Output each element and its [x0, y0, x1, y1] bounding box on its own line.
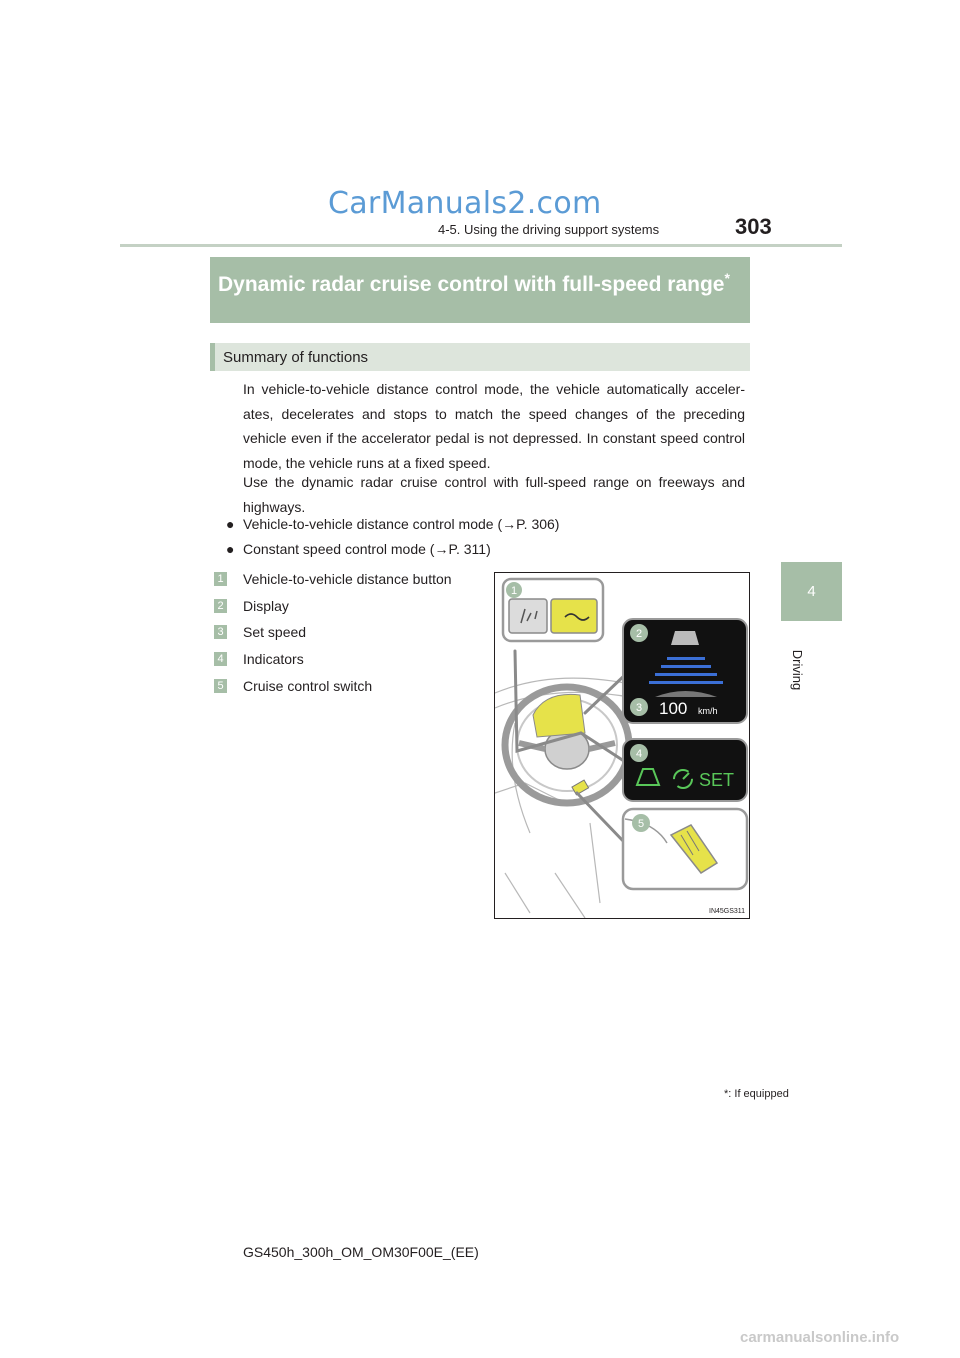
subtitle-band — [210, 343, 750, 371]
footnote — [724, 1088, 789, 1100]
legend-item — [214, 624, 306, 640]
svg-text:3: 3 — [635, 702, 643, 714]
chapter-label: Driving — [790, 649, 806, 691]
svg-text:4: 4 — [635, 748, 643, 760]
legend-number: 1 — [214, 572, 227, 586]
chapter-number: 4 — [807, 583, 816, 600]
legend-number: 5 — [214, 679, 227, 693]
legend-number: 2 — [214, 599, 227, 613]
subtitle: Summary of functions — [223, 349, 369, 366]
chapter-tab — [781, 562, 842, 621]
set-indicator-text: SET — [699, 770, 735, 790]
legend-item — [214, 571, 452, 587]
set-speed-value: 100 — [659, 699, 688, 718]
bullet-item — [226, 541, 491, 557]
legend-label: Display — [243, 598, 289, 614]
svg-text:2: 2 — [635, 628, 643, 640]
watermark-logo-text: CarManuals2.com — [328, 186, 602, 221]
page-title — [218, 264, 738, 299]
bullet-text: Constant speed control mode (→P. 311) — [243, 541, 491, 557]
title-asterisk: * — [724, 270, 730, 286]
distance-button-panel — [503, 579, 603, 641]
cockpit-drawing — [495, 573, 750, 919]
figure-code: IN45GS311 — [709, 908, 746, 915]
title-band — [210, 257, 750, 323]
multi-information-display — [623, 619, 747, 723]
footnote-text: : If equipped — [728, 1088, 789, 1100]
legend-label: Set speed — [243, 624, 307, 640]
bullet-dot-icon: ● — [226, 516, 235, 532]
legend-number: 4 — [214, 652, 227, 666]
cruise-control-switch-panel — [623, 809, 747, 889]
bullet-item — [226, 516, 559, 532]
bullet-dot-icon: ● — [226, 541, 235, 557]
stalk-highlight — [572, 780, 589, 795]
meter-highlight — [533, 694, 585, 737]
legend-label: Cruise control switch — [243, 678, 373, 694]
legend-item — [214, 678, 372, 694]
bullet-text: Vehicle-to-vehicle distance control mode (→P. 306) — [243, 516, 560, 532]
set-speed-unit: km/h — [698, 706, 718, 716]
paragraph-2: Use the dynamic radar cruise control with full-speed range on freeways and highways. — [243, 474, 745, 515]
indicator-panel — [623, 739, 747, 801]
legend-label: Indicators — [243, 651, 304, 667]
header-rule — [120, 244, 842, 247]
footer-manual-code: GS450h_300h_OM_OM30F00E_(EE) — [243, 1244, 479, 1260]
legend-label: Vehicle-to-vehicle distance button — [243, 571, 452, 587]
legend-item — [214, 598, 289, 614]
page-title-text: Dynamic radar cruise control with full-speed range — [218, 273, 725, 296]
section-heading: 4-5. Using the driving support systems — [438, 222, 660, 237]
cruise-control-illustration — [494, 572, 750, 919]
paragraph-1: In vehicle-to-vehicle distance control mode, the vehicle automatically acceler-ates, decelerates and stops to match the speed changes of the preceding vehicle even if the accelerator pedal is not depressed. In constant speed control mode, the vehicle runs at a fixed speed. — [243, 381, 745, 471]
footer-watermark: carmanualsonline.info — [740, 1329, 900, 1346]
page-number: 303 — [735, 214, 772, 239]
footnote-mark: * — [724, 1088, 729, 1100]
legend-number: 3 — [214, 625, 227, 639]
svg-text:5: 5 — [637, 818, 645, 830]
svg-text:1: 1 — [510, 585, 518, 597]
legend-item — [214, 651, 304, 667]
